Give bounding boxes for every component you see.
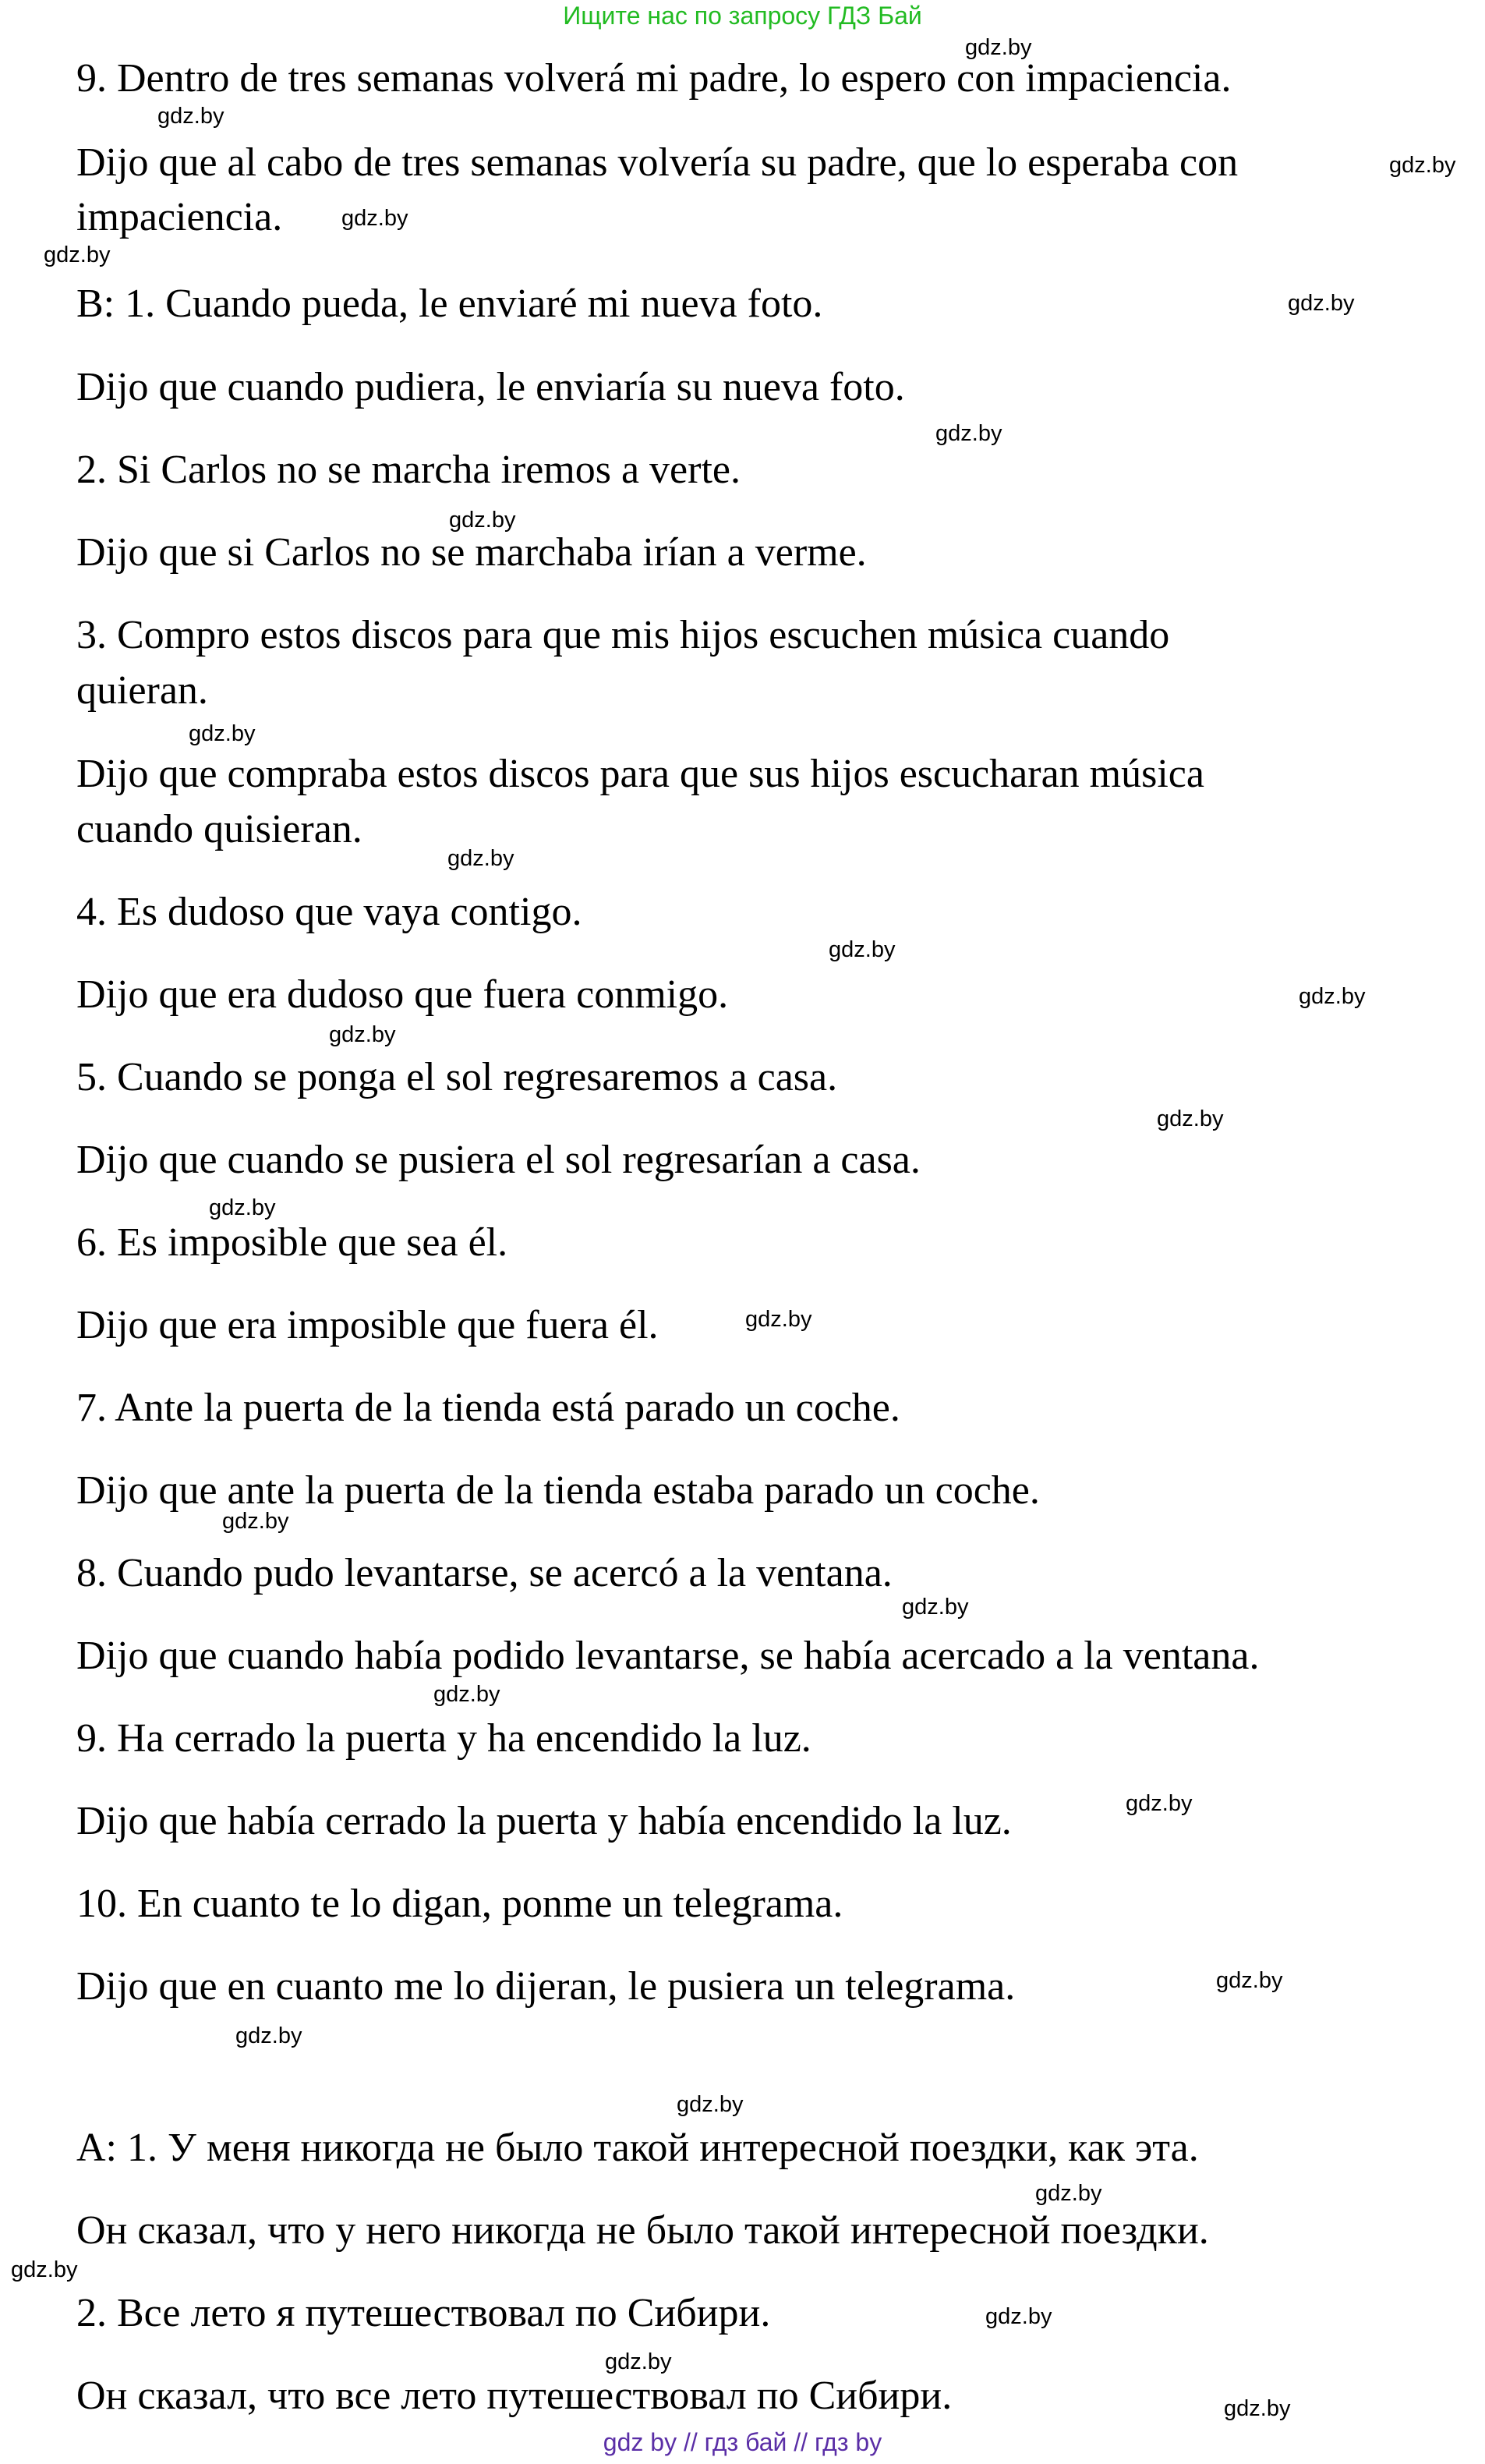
text-line: Dijo que era imposible que fuera él. bbox=[76, 1303, 659, 1347]
text-line: 6. Es imposible que sea él. bbox=[76, 1220, 508, 1265]
watermark: gdz.by bbox=[1389, 153, 1456, 178]
text-line: impaciencia. bbox=[76, 195, 283, 239]
watermark: gdz.by bbox=[965, 35, 1032, 60]
text-line: 4. Es dudoso que vaya contigo. bbox=[76, 890, 582, 934]
text-line: 8. Cuando pudo levantarse, se acercó a la ventana. bbox=[76, 1551, 893, 1595]
watermark: gdz.by bbox=[44, 243, 111, 267]
watermark: gdz.by bbox=[329, 1022, 396, 1047]
watermark: gdz.by bbox=[1157, 1106, 1224, 1131]
watermark: gdz.by bbox=[11, 2257, 78, 2282]
text-line: Dijo que al cabo de tres semanas volvería su padre, que lo esperaba con bbox=[76, 140, 1239, 185]
watermark: gdz.by bbox=[222, 1509, 289, 1534]
text-line: B: 1. Cuando pueda, le enviaré mi nueva foto. bbox=[76, 281, 823, 326]
text-line: Dijo que si Carlos no se marchaba irían a verme. bbox=[76, 530, 867, 575]
text-line: Dijo que en cuanto me lo dijeran, le pusiera un telegrama. bbox=[76, 1964, 1016, 2009]
watermark: gdz.by bbox=[1224, 2396, 1291, 2421]
text-line: Dijo que cuando pudiera, le enviaría su nueva foto. bbox=[76, 365, 905, 409]
footer-links: gdz by // гдз бай // гдз by bbox=[603, 2428, 882, 2456]
watermark: gdz.by bbox=[677, 2092, 744, 2117]
text-line: quieran. bbox=[76, 668, 208, 713]
text-line: A: 1. У меня никогда не было такой интересной поездки, как эта. bbox=[76, 2126, 1199, 2170]
text-line: Dijo que compraba estos discos para que sus hijos escucharan música bbox=[76, 752, 1204, 796]
watermark: gdz.by bbox=[157, 104, 225, 129]
text-line: 2. Все лето я путешествовал по Сибири. bbox=[76, 2291, 771, 2335]
text-line: Он сказал, что все лето путешествовал по Сибири. bbox=[76, 2374, 953, 2418]
text-line: 9. Dentro de tres semanas volverá mi padre, lo espero con impaciencia. bbox=[76, 56, 1232, 101]
watermark: gdz.by bbox=[902, 1595, 969, 1620]
watermark: gdz.by bbox=[745, 1307, 812, 1332]
text-line: Он сказал, что у него никогда не было такой интересной поездки. bbox=[76, 2208, 1209, 2253]
text-line: 5. Cuando se ponga el sol regresaremos a casa. bbox=[76, 1055, 838, 1099]
watermark: gdz.by bbox=[447, 846, 514, 871]
text-line: Dijo que cuando había podido levantarse, se había acercado a la ventana. bbox=[76, 1634, 1260, 1678]
watermark: gdz.by bbox=[189, 721, 256, 746]
text-line: 7. Ante la puerta de la tienda está parado un coche. bbox=[76, 1386, 900, 1430]
watermark: gdz.by bbox=[235, 2023, 302, 2048]
text-line: 9. Ha cerrado la puerta y ha encendido la luz. bbox=[76, 1716, 811, 1761]
text-line: 10. En cuanto te lo digan, ponme un telegrama. bbox=[76, 1882, 843, 1926]
text-line: Dijo que era dudoso que fuera conmigo. bbox=[76, 972, 729, 1017]
text-line: 3. Compro estos discos para que mis hijos escuchen música cuando bbox=[76, 613, 1170, 657]
text-line: Dijo que ante la puerta de la tienda estaba parado un coche. bbox=[76, 1468, 1040, 1513]
watermark: gdz.by bbox=[935, 421, 1002, 446]
watermark: gdz.by bbox=[209, 1195, 276, 1220]
watermark: gdz.by bbox=[1216, 1968, 1283, 1993]
watermark: gdz.by bbox=[449, 508, 516, 533]
search-banner: Ищите нас по запросу ГДЗ Бай bbox=[563, 2, 922, 30]
watermark: gdz.by bbox=[605, 2349, 672, 2374]
watermark: gdz.by bbox=[1288, 291, 1355, 316]
watermark: gdz.by bbox=[829, 937, 896, 962]
watermark: gdz.by bbox=[1035, 2181, 1102, 2206]
watermark: gdz.by bbox=[433, 1682, 500, 1707]
text-line: 2. Si Carlos no se marcha iremos a verte. bbox=[76, 448, 741, 492]
watermark: gdz.by bbox=[341, 206, 408, 231]
text-line: cuando quisieran. bbox=[76, 807, 362, 851]
watermark: gdz.by bbox=[1126, 1791, 1193, 1816]
watermark: gdz.by bbox=[1299, 984, 1366, 1009]
text-line: Dijo que había cerrado la puerta y había encendido la luz. bbox=[76, 1799, 1012, 1843]
text-line: Dijo que cuando se pusiera el sol regresarían a casa. bbox=[76, 1138, 921, 1182]
watermark: gdz.by bbox=[985, 2304, 1052, 2329]
